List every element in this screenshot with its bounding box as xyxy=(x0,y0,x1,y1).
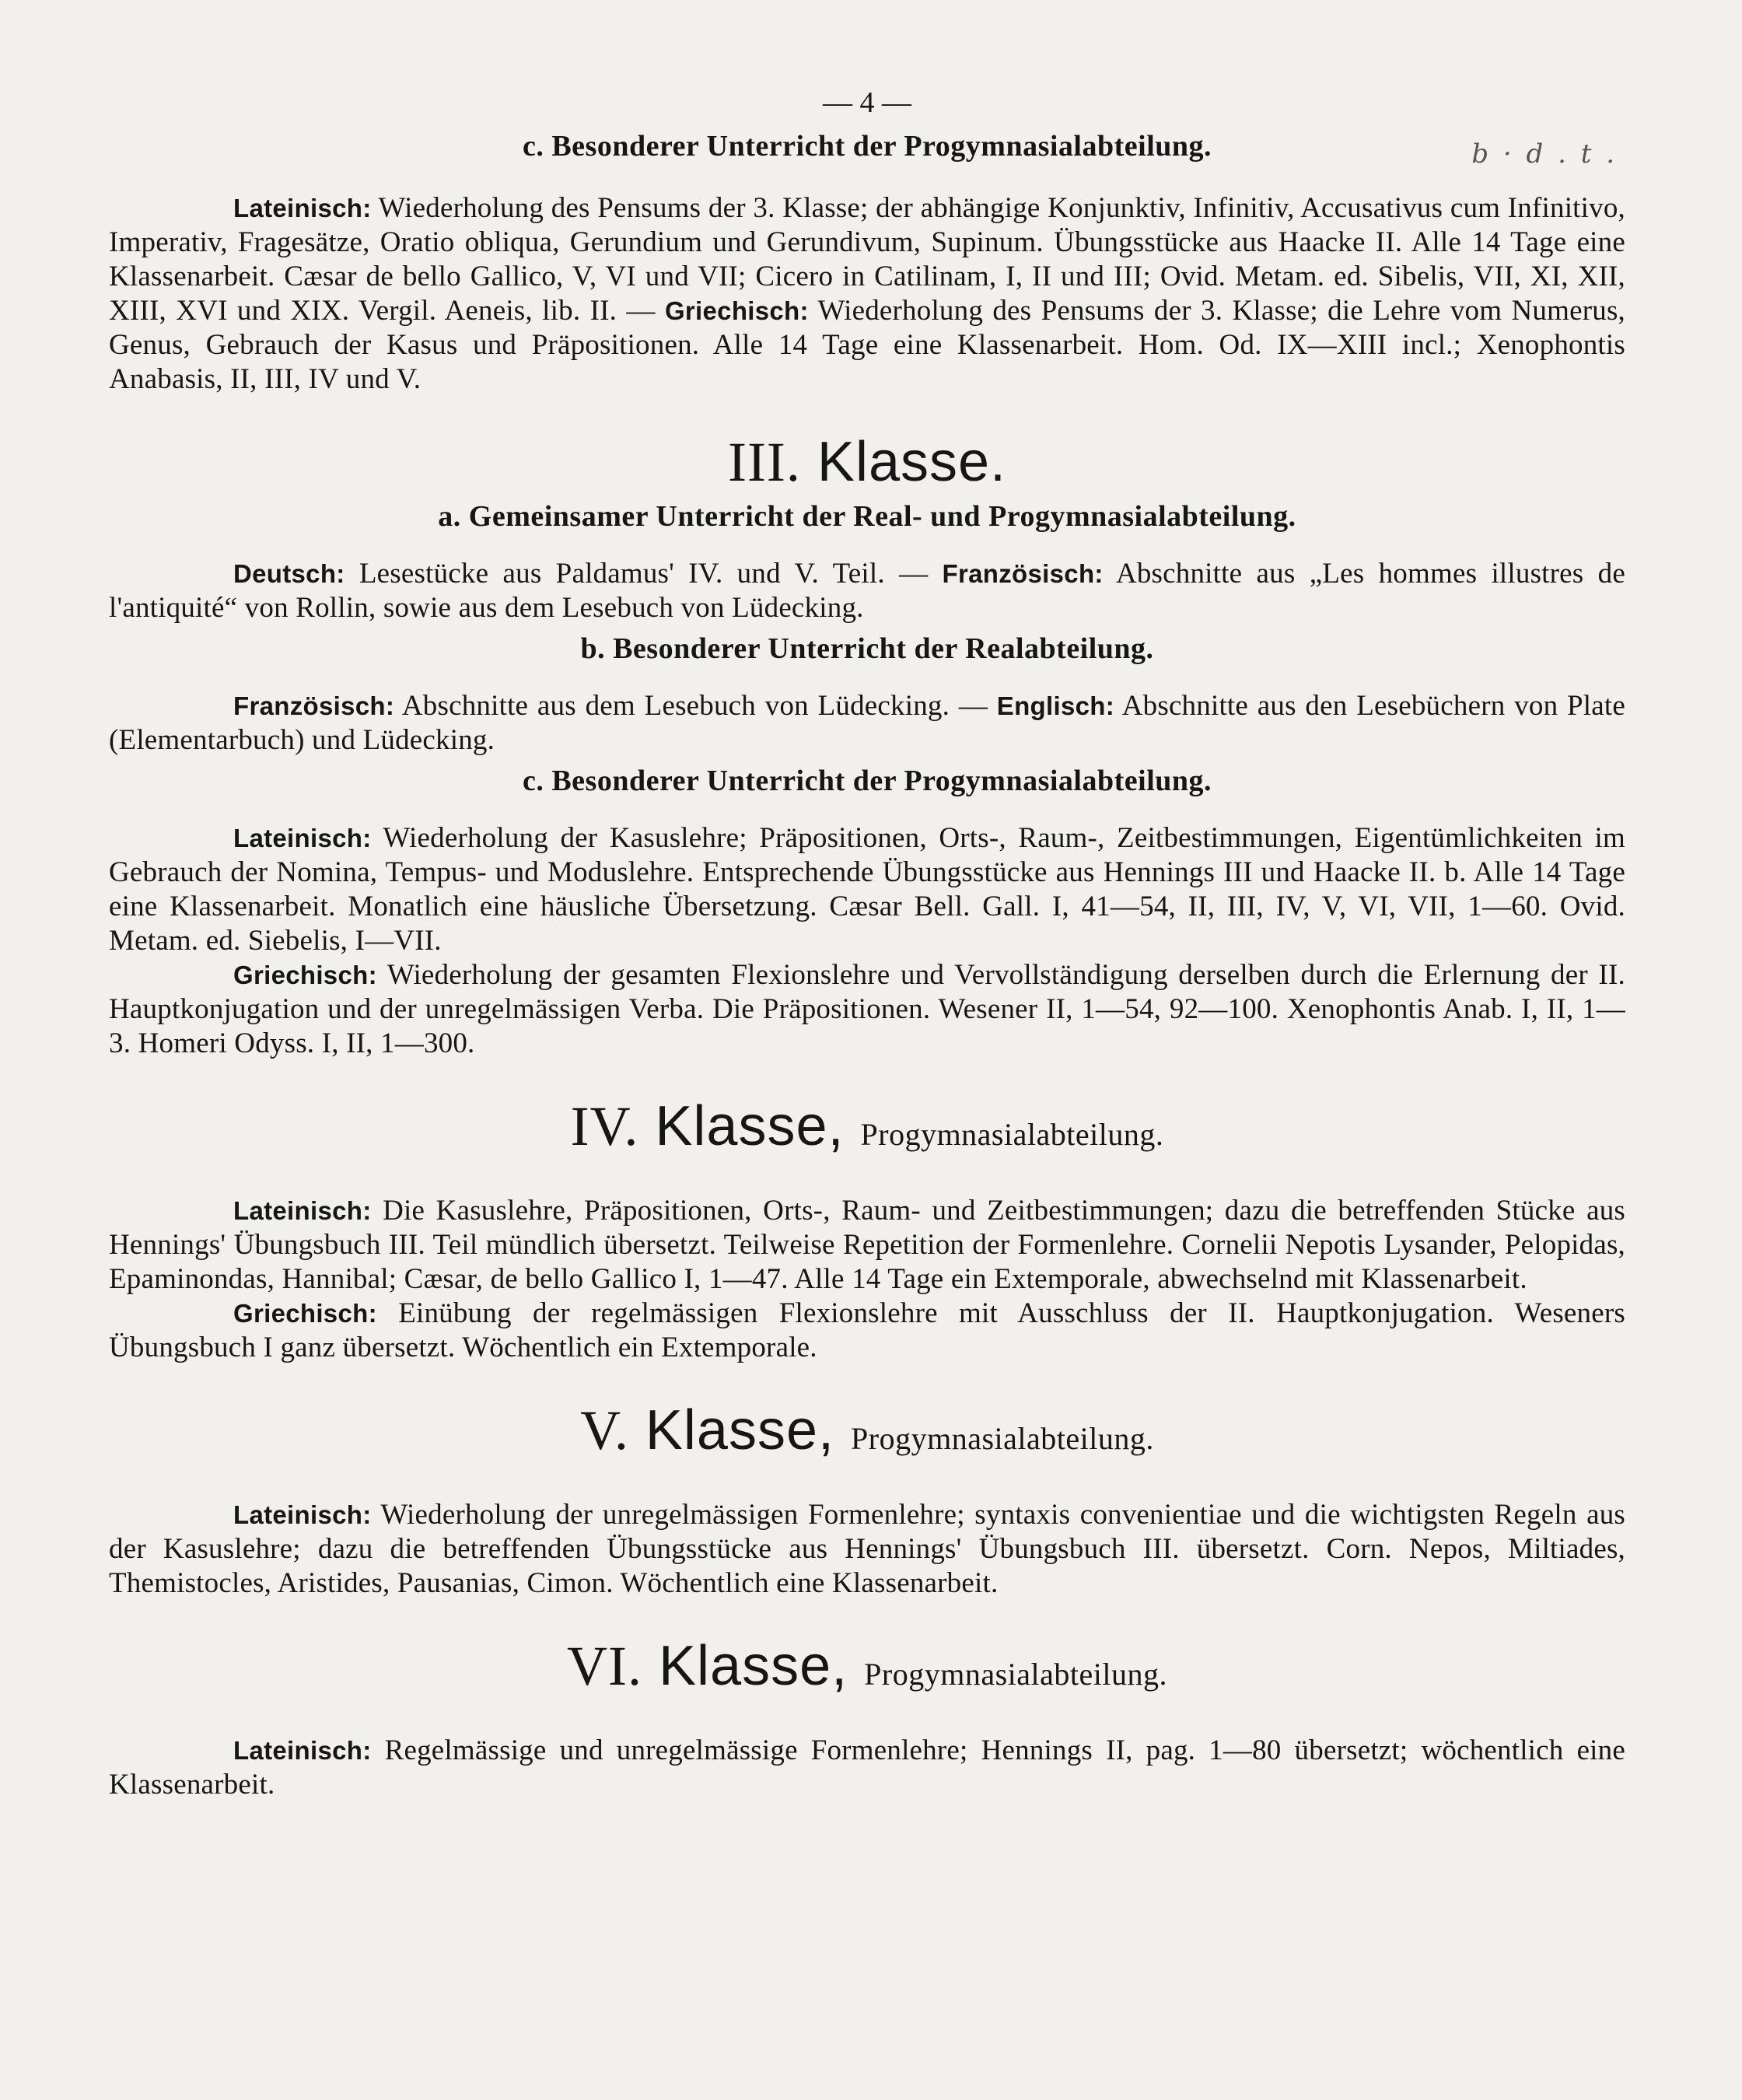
subject-label-franzoesisch: Französisch: xyxy=(942,559,1104,588)
paragraph-text: Regelmässige und unregelmässige Formenlehre; Hennings II, pag. 1—80 übersetzt; wöchentlich eine Klassenarbeit. xyxy=(109,1734,1625,1801)
class-word: Klasse. xyxy=(817,431,1007,493)
paragraph-text: Wiederholung der Kasuslehre; Präpositionen, Orts-, Raum-, Zeitbestimmungen, Eigentümlichkeiten im Gebrauch der Nomina, Tempus- und Moduslehre. Entsprechende Übungsstücke aus Hennings III und Haacke II. b. Alle 14 Tage eine Klassenarbeit. Monatlich eine häusliche Übersetzung. Cæsar Bell. Gall. I, 41—54, II, III, IV, V, VI, VII, 1—60. Ovid. Metam. ed. Siebelis, I—VII. xyxy=(109,822,1625,957)
paragraph-text: Abschnitte aus den Lesebüchern von Plate (Elementarbuch) und Lüdecking. xyxy=(109,690,1625,756)
paragraph-latin xyxy=(109,1194,1625,1297)
subject-label-greek: Griechisch: xyxy=(233,1299,377,1328)
section-heading-progymnasial: c. Besonderer Unterricht der Progymnasialabteilung. xyxy=(522,130,1212,163)
subject-label-greek: Griechisch: xyxy=(233,961,377,989)
subject-label-latin: Lateinisch: xyxy=(233,1736,372,1765)
class-word: Klasse, xyxy=(659,1635,848,1697)
paragraph-text: Die Kasuslehre, Präpositionen, Orts-, Raum- und Zeitbestimmungen; dazu die betreffenden Stücke aus Hennings' Übungsbuch III. Teil mündlich übersetzt. Teilweise Repetition der Formenlehre. Cornelii Nepotis Lysander, Pelopidas, Epaminondas, Hannibal; Cæsar, de bello Gallico I, 1—47. Alle 14 Tage ein Extemporale, abwechselnd mit Klassenarbeit. xyxy=(109,1195,1625,1295)
subject-label-latin: Lateinisch: xyxy=(233,194,372,222)
class-word: Klasse, xyxy=(645,1399,834,1461)
subject-label-latin: Lateinisch: xyxy=(233,1500,372,1529)
class-heading-iii xyxy=(109,431,1625,493)
subject-label-latin: Lateinisch: xyxy=(233,824,372,852)
class-roman-numeral: V. xyxy=(580,1399,629,1461)
class-heading-vi xyxy=(109,1635,1625,1706)
page-number: — 4 — xyxy=(823,86,911,119)
class-suffix: Progymnasialabteilung. xyxy=(860,1117,1164,1152)
class-heading-iv xyxy=(109,1095,1625,1166)
paragraph-text: Wiederholung der unregelmässigen Formenlehre; syntaxis convenientiae und die wichtigsten Regeln aus der Kasuslehre; dazu die betreffenden Übungsstücke aus Hennings' Übungsbuch III. übersetzt. Corn. Nepos, Miltiades, Themistocles, Aristides, Pausanias, Cimon. Wöchentlich eine Klassenarbeit. xyxy=(109,1499,1625,1599)
paragraph-text: Einübung der regelmässigen Flexionslehre mit Ausschluss der II. Hauptkonjugation. Weseners Übungsbuch I ganz übersetzt. Wöchentlich ein Extemporale. xyxy=(109,1297,1625,1363)
subject-label-englisch: Englisch: xyxy=(996,691,1114,720)
paragraph-latin xyxy=(109,1734,1625,1802)
class-heading-v xyxy=(109,1399,1625,1470)
paragraph-latin xyxy=(109,821,1625,958)
class-roman-numeral: IV. xyxy=(570,1095,639,1157)
paragraph-latin xyxy=(109,1498,1625,1601)
class-word: Klasse, xyxy=(655,1095,845,1157)
paragraph-deutsch-franzoesisch xyxy=(109,557,1625,625)
paragraph-text: Abschnitte aus dem Lesebuch von Lüdecking. — xyxy=(401,690,988,722)
class-suffix: Progymnasialabteilung. xyxy=(851,1421,1154,1456)
paragraph-text: Wiederholung des Pensums der 3. Klasse; der abhängige Konjunktiv, Infinitiv, Accusativus cum Infinitivo, Imperativ, Fragesätze, Oratio obliqua, Gerundium und Gerundivum, Supinum. Übungsstücke aus Haacke II. Alle 14 Tage eine Klassenarbeit. Cæsar de bello Gallico, V, VI und VII; Cicero in Catilinam, I, II und III; Ovid. Metam. ed. Sibelis, VII, XI, XII, XIII, XVI und XIX. Vergil. Aeneis, lib. II. — xyxy=(109,192,1625,327)
paragraph-greek xyxy=(109,958,1625,1061)
section-heading-realabteilung: b. Besonderer Unterricht der Realabteilung. xyxy=(580,632,1154,665)
section-heading-progymnasial: c. Besonderer Unterricht der Progymnasialabteilung. xyxy=(522,765,1212,797)
paragraph-text: Wiederholung des Pensums der 3. Klasse; die Lehre vom Numerus, Genus, Gebrauch der Kasus und Präpositionen. Alle 14 Tage eine Klassenarbeit. Hom. Od. IX—XIII incl.; Xenophontis Anabasis, II, III, IV und V. xyxy=(109,295,1625,395)
subject-label-deutsch: Deutsch: xyxy=(233,559,345,588)
paragraph-text: Wiederholung der gesamten Flexionslehre und Vervollständigung derselben durch die Erlernung der II. Hauptkonjugation und der unregelmässigen Verba. Die Präpositionen. Wesener II, 1—54, 92—100. Xenophontis Anab. I, II, 1—3. Homeri Odyss. I, II, 1—300. xyxy=(109,959,1625,1059)
class-suffix: Progymnasialabteilung. xyxy=(864,1657,1167,1692)
document-page xyxy=(109,86,1625,2061)
paragraph-franzoesisch-englisch xyxy=(109,689,1625,758)
subject-label-greek: Griechisch: xyxy=(664,296,809,325)
class-roman-numeral: III. xyxy=(727,431,801,493)
paragraph-text: Lesestücke aus Paldamus' IV. und V. Teil. — xyxy=(359,558,929,590)
section-heading-gemeinsam: a. Gemeinsamer Unterricht der Real- und Progymnasialabteilung. xyxy=(438,500,1296,533)
paragraph-text: Abschnitte aus „Les hommes illustres de l'antiquité“ von Rollin, sowie aus dem Lesebuch von Lüdecking. xyxy=(109,558,1625,624)
subject-label-franzoesisch: Französisch: xyxy=(233,691,395,720)
paragraph-latin-greek-2nd-class xyxy=(109,191,1625,397)
paragraph-greek xyxy=(109,1297,1625,1365)
handwritten-note: b · d . t . xyxy=(1471,138,1618,170)
subject-label-latin: Lateinisch: xyxy=(233,1196,372,1225)
class-roman-numeral: VI. xyxy=(567,1635,642,1697)
